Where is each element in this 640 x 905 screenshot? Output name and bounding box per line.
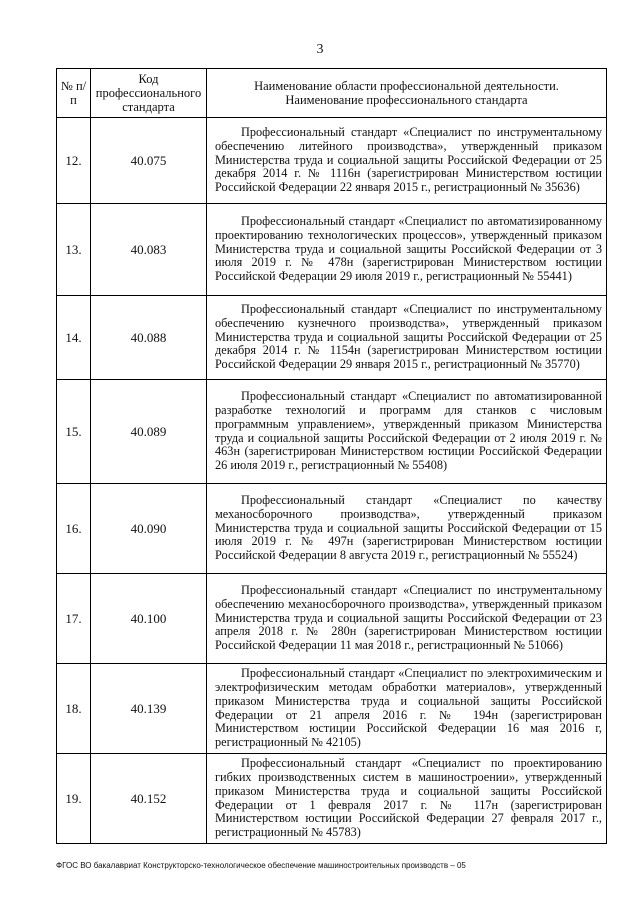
row-num: 14. bbox=[57, 296, 91, 380]
document-footer: ФГОС ВО бакалавриат Конструкторско-технологическое обеспечение машиностроительных производств – 05 bbox=[56, 861, 466, 870]
table-row bbox=[57, 664, 607, 754]
row-description: Профессиональный стандарт «Специалист по электрохимическим и электрофизическим методам обработки материалов», утвержденный приказом Министерства труда и социальной защиты Российской Федерации от 21 апреля 2016 г. № 194н (зарегистрирован Министерством юстиции Российской Федерации 16 мая 2016 г, регистрационный № 42105) bbox=[207, 664, 607, 754]
row-num: 18. bbox=[57, 664, 91, 754]
table-row bbox=[57, 484, 607, 574]
standards-table bbox=[56, 68, 607, 844]
table-row bbox=[57, 380, 607, 484]
table-row bbox=[57, 574, 607, 664]
row-code: 40.083 bbox=[91, 204, 207, 296]
row-code: 40.090 bbox=[91, 484, 207, 574]
header-num: № п/п bbox=[57, 69, 91, 118]
row-num: 19. bbox=[57, 754, 91, 844]
header-name bbox=[207, 69, 607, 118]
row-num: 17. bbox=[57, 574, 91, 664]
table-header-row bbox=[57, 69, 607, 118]
row-description: Профессиональный стандарт «Специалист по инструментальному обеспечению литейного производства», утвержденный приказом Министерства труда и социальной защиты Российской Федерации от 25 декабря 2014 г. № 1116н (зарегистрирован Министерством юстиции Российской Федерации 22 января 2015 г., регистрационный № 35636) bbox=[207, 118, 607, 204]
row-description: Профессиональный стандарт «Специалист по инструментальному обеспечению кузнечного производства», утвержденный приказом Министерства труда и социальной защиты Российской Федерации от 25 декабря 2014 г. № 1154н (зарегистрирован Министерством юстиции Российской Федерации 29 января 2015 г., регистрационный № 35770) bbox=[207, 296, 607, 380]
table-row bbox=[57, 754, 607, 844]
row-description: Профессиональный стандарт «Специалист по автоматизированной разработке технологий и программ для станков с числовым программным управлением», утвержденный приказом Министерства труда и социальной защиты Российской Федерации от 2 июля 2019 г. № 463н (зарегистрирован Министерством юстиции Российской Федерации 26 июля 2019 г., регистрационный № 55408) bbox=[207, 380, 607, 484]
table-row bbox=[57, 118, 607, 204]
header-name-line2: Наименование профессионального стандарта bbox=[285, 93, 528, 107]
row-code: 40.152 bbox=[91, 754, 207, 844]
row-num: 13. bbox=[57, 204, 91, 296]
table-row bbox=[57, 296, 607, 380]
header-code: Код профессионального стандарта bbox=[91, 69, 207, 118]
page-number: 3 bbox=[316, 42, 324, 57]
row-description: Профессиональный стандарт «Специалист по автоматизированному проектированию технологических процессов», утвержденный приказом Министерства труда и социальной защиты Российской Федерации от 3 июля 2019 г. № 478н (зарегистрирован Министерством юстиции Российской Федерации 29 июля 2019 г., регистрационный № 55441) bbox=[207, 204, 607, 296]
header-name-line1: Наименование области профессиональной деятельности. bbox=[254, 79, 559, 93]
row-description: Профессиональный стандарт «Специалист по качеству механосборочного производства», утвержденный приказом Министерства труда и социальной защиты Российской Федерации от 15 июля 2019 г. № 497н (зарегистрирован Министерством юстиции Российской Федерации 8 августа 2019 г., регистрационный № 55524) bbox=[207, 484, 607, 574]
table-row bbox=[57, 204, 607, 296]
row-num: 12. bbox=[57, 118, 91, 204]
row-code: 40.075 bbox=[91, 118, 207, 204]
row-description: Профессиональный стандарт «Специалист по проектированию гибких производственных систем в машиностроении», утвержденный приказом Министерства труда и социальной защиты Российской Федерации от 1 февраля 2017 г. № 117н (зарегистрирован Министерством юстиции Российской Федерации 27 февраля 2017 г., регистрационный № 45783) bbox=[207, 754, 607, 844]
row-num: 16. bbox=[57, 484, 91, 574]
row-num: 15. bbox=[57, 380, 91, 484]
row-code: 40.100 bbox=[91, 574, 207, 664]
row-code: 40.089 bbox=[91, 380, 207, 484]
row-code: 40.139 bbox=[91, 664, 207, 754]
row-description: Профессиональный стандарт «Специалист по инструментальному обеспечению механосборочного производства», утвержденный приказом Министерства труда и социальной защиты Российской Федерации от 23 апреля 2018 г. № 280н (зарегистрирован Министерством юстиции Российской Федерации 11 мая 2018 г., регистрационный № 51066) bbox=[207, 574, 607, 664]
row-code: 40.088 bbox=[91, 296, 207, 380]
